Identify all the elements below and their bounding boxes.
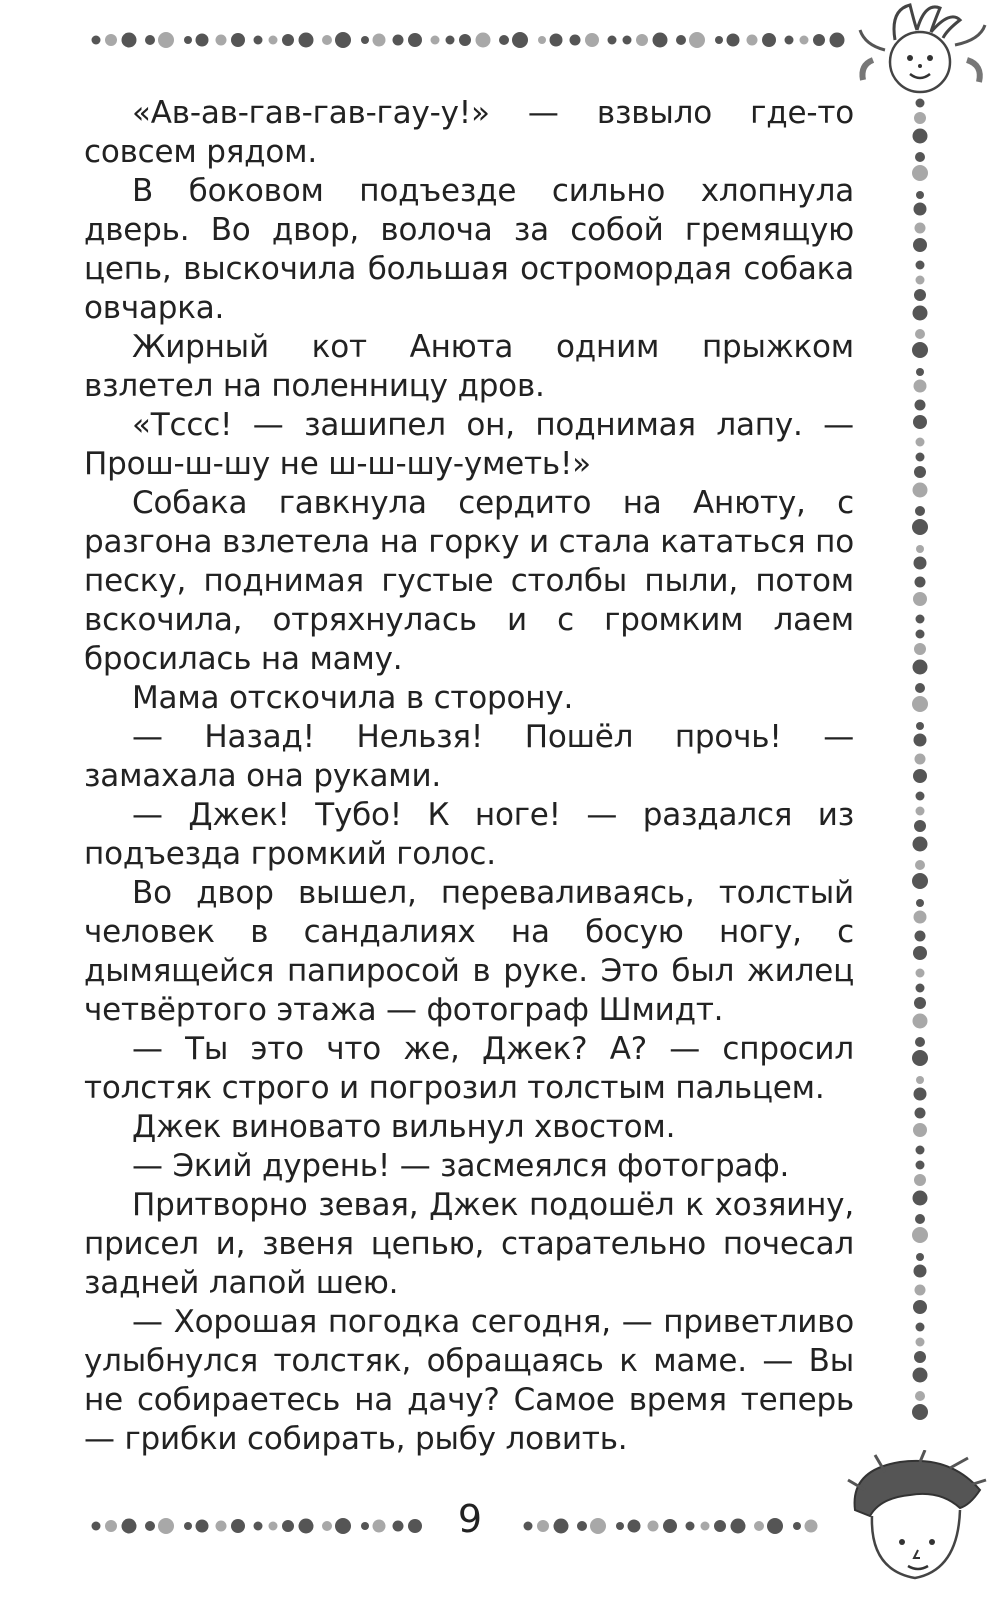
decor-dot: [913, 592, 927, 606]
decor-dot: [373, 34, 386, 47]
decor-dot: [254, 1522, 263, 1531]
paragraph: — Ты это что же, Джек? А? — спросил толстяк строго и погрозил толстым пальцем.: [84, 1031, 854, 1106]
decor-dot: [915, 1391, 925, 1401]
decor-dot: [554, 1519, 569, 1534]
decor-dot: [322, 1521, 332, 1531]
decor-dot: [196, 34, 209, 47]
paragraph: — Хорошая погодка сегодня, — приветливо улыбнулся толстяк, обращаясь к маме. — Вы не собираетесь на дачу? Самое время теперь — грибки собирать, рыбу ловить.: [84, 1304, 854, 1457]
decor-dot: [913, 1300, 927, 1314]
decor-dot: [916, 1338, 925, 1347]
decor-dot: [216, 35, 227, 46]
decor-dot: [785, 36, 794, 45]
decor-dot: [335, 32, 351, 48]
decor-dot: [628, 1520, 641, 1533]
decor-dot: [105, 1520, 117, 1532]
decor-dot: [914, 911, 927, 924]
decor-dot: [550, 34, 563, 47]
decor-dot: [762, 33, 776, 47]
decor-dot: [916, 899, 924, 907]
paragraph: «Тссс! — зашипел он, поднимая лапу. — Прош-ш-шу не ш-ш-шу-уметь!»: [84, 407, 854, 482]
decor-dot: [916, 453, 925, 462]
decor-dot: [913, 769, 927, 783]
decor-dot: [916, 1323, 925, 1332]
decor-dot: [915, 754, 926, 765]
decor-dot: [912, 873, 928, 889]
decor-dot: [686, 1522, 695, 1531]
paragraph: Жирный кот Анюта одним прыжком взлетел на поленницу дров.: [84, 329, 854, 404]
decor-dot: [254, 36, 263, 45]
decor-dot: [916, 438, 925, 447]
decor-dot: [913, 483, 928, 498]
decor-dot: [92, 1522, 101, 1531]
decor-dot: [361, 1522, 369, 1530]
decor-dot: [913, 1191, 928, 1206]
decor-dot: [914, 820, 926, 832]
decor-dot: [913, 1123, 927, 1137]
decor-dot: [231, 33, 245, 47]
decor-dot: [916, 1146, 925, 1155]
paragraph: Собака гавкнула сердито на Анюту, с разгона взлетела на горку и стала кататься по песку, поднимая густые столбы пыли, потом вскочила, отряхнулась и с громким лаем бросилась на маму.: [84, 485, 854, 677]
decor-dot: [158, 1518, 174, 1534]
decor-dot: [916, 545, 924, 553]
decor-dot: [623, 36, 632, 45]
decor-dot: [538, 36, 546, 44]
decor-dot: [653, 33, 668, 48]
decor-dot: [915, 577, 926, 588]
decor-dot: [158, 32, 174, 48]
decor-dot: [916, 368, 924, 376]
decor-dot: [754, 1521, 764, 1531]
decor-dot: [914, 734, 927, 747]
paragraph: Мама отскочила в сторону.: [132, 680, 574, 716]
decor-dot: [446, 36, 455, 45]
decor-dot: [913, 129, 928, 144]
decor-dot: [916, 1253, 924, 1261]
decor-dot: [701, 1522, 710, 1531]
decor-dot: [914, 112, 926, 124]
decor-dot: [916, 792, 925, 801]
decor-dot: [913, 238, 927, 252]
decor-dot: [916, 99, 925, 108]
paragraph: Во двор вышел, переваливаясь, толстый человек в сандалиях на босую ногу, с дымящейся папиросой в руке. Это был жилец четвёртого этажа — фотограф Шмидт.: [84, 875, 854, 1028]
decor-dot: [431, 36, 440, 45]
decor-dot: [648, 1521, 659, 1532]
decor-dot: [393, 1521, 404, 1532]
decor-dot: [912, 1404, 928, 1420]
decor-dot: [915, 223, 926, 234]
decor-dot: [499, 35, 509, 45]
decor-dot: [913, 946, 927, 960]
decor-dot: [913, 837, 928, 852]
decor-dot: [282, 34, 294, 46]
decor-dot: [393, 35, 404, 46]
decor-dot: [282, 1520, 294, 1532]
decor-dot: [913, 306, 928, 321]
paragraph: «Ав-ав-гав-гав-гау-у!» — взвыло где-то совсем рядом.: [84, 95, 854, 170]
decor-dot: [800, 36, 809, 45]
decor-dot: [585, 33, 599, 47]
decor-dot: [408, 1519, 422, 1533]
decor-dot: [476, 33, 491, 48]
decor-dot: [196, 1520, 209, 1533]
decor-dot: [914, 557, 927, 570]
decor-dot: [570, 35, 581, 46]
decor-dot: [122, 1519, 137, 1534]
paragraph: — Джек! Тубо! К ноге! — раздался из подъезда громкий голос.: [84, 797, 854, 872]
decor-dot: [813, 34, 825, 46]
decor-dot: [914, 643, 926, 655]
decor-dot: [714, 1520, 726, 1532]
decor-dot: [122, 33, 137, 48]
decor-dot: [916, 191, 924, 199]
decor-dot: [915, 329, 925, 339]
decor-dot: [915, 1037, 925, 1047]
decor-dot: [373, 1520, 386, 1533]
decor-dot: [636, 34, 648, 46]
decor-dot: [912, 696, 928, 712]
decor-dot: [459, 34, 471, 46]
decor-dot: [914, 1174, 926, 1186]
decor-dot: [912, 519, 928, 535]
decor-dot: [912, 165, 928, 181]
decor-dot: [184, 36, 192, 44]
decor-dot: [689, 32, 705, 48]
decor-dot: [916, 807, 925, 816]
decor-dot: [914, 1351, 926, 1363]
bottom-left-dotted-border: [88, 1516, 428, 1536]
decor-dot: [915, 1285, 926, 1296]
decor-dot: [512, 32, 528, 48]
decor-dot: [524, 1522, 533, 1531]
decor-dot: [767, 1518, 783, 1534]
paragraph: — Экий дурень! — засмеялся фотограф.: [132, 1148, 790, 1184]
decor-dot: [299, 33, 314, 48]
page-number: 9: [457, 1497, 483, 1541]
decor-dot: [299, 1519, 314, 1534]
decor-dot: [269, 1522, 278, 1531]
decor-dot: [915, 683, 925, 693]
decor-dot: [914, 466, 926, 478]
decor-dot: [322, 35, 332, 45]
decor-dot: [537, 1520, 549, 1532]
decor-dot: [916, 261, 925, 270]
decor-dot: [590, 1518, 606, 1534]
decor-dot: [731, 1519, 746, 1534]
decor-dot: [676, 35, 686, 45]
decor-dot: [727, 34, 740, 47]
decor-dot: [663, 1519, 677, 1533]
decor-dot: [184, 1522, 192, 1530]
decor-dot: [913, 1368, 928, 1383]
top-dotted-border: [88, 30, 858, 50]
decor-dot: [915, 1214, 925, 1224]
decor-dot: [915, 860, 925, 870]
boy-face-icon: [840, 1450, 990, 1595]
decor-dot: [913, 1014, 928, 1029]
paragraph: — Назад! Нельзя! Пошёл прочь! — замахала она руками.: [84, 719, 854, 794]
decor-dot: [269, 36, 278, 45]
decor-dot: [747, 35, 758, 46]
decor-dot: [616, 1522, 624, 1530]
decor-dot: [105, 34, 117, 46]
decor-dot: [912, 342, 928, 358]
decor-dot: [912, 1050, 928, 1066]
decor-dot: [916, 276, 925, 285]
decor-dot: [915, 400, 926, 411]
paragraph: Джек виновато вильнул хвостом.: [132, 1109, 676, 1145]
decor-dot: [913, 660, 928, 675]
decor-dot: [916, 969, 925, 978]
decor-dot: [805, 1520, 818, 1533]
decor-dot: [914, 289, 926, 301]
decor-dot: [577, 1521, 587, 1531]
right-dotted-border: [910, 95, 930, 1420]
decor-dot: [913, 415, 927, 429]
decor-dot: [915, 506, 925, 516]
decor-dot: [916, 984, 925, 993]
decor-dot: [916, 1076, 924, 1084]
decor-dot: [408, 33, 422, 47]
decor-dot: [914, 380, 927, 393]
page-text: [84, 94, 854, 1459]
decor-dot: [793, 1522, 801, 1530]
decor-dot: [608, 36, 617, 45]
decor-dot: [915, 152, 925, 162]
paragraph: Притворно зевая, Джек подошёл к хозяину, присел и, звеня цепью, старательно почесал задней лапой шею.: [84, 1187, 854, 1301]
decor-dot: [916, 1161, 925, 1170]
decor-dot: [916, 722, 924, 730]
decor-dot: [145, 35, 155, 45]
decor-dot: [145, 1521, 155, 1531]
decor-dot: [915, 931, 926, 942]
decor-dot: [361, 36, 369, 44]
decor-dot: [916, 615, 925, 624]
decor-dot: [915, 1108, 926, 1119]
paragraph: В боковом подъезде сильно хлопнула дверь. Во двор, волоча за собой гремящую цепь, выскочила большая остромордая собака овчарка.: [84, 173, 854, 326]
decor-dot: [830, 33, 845, 48]
girl-face-icon: [855, 0, 990, 95]
decor-dot: [92, 36, 101, 45]
decor-dot: [916, 630, 925, 639]
decor-dot: [912, 1227, 928, 1243]
decor-dot: [914, 997, 926, 1009]
decor-dot: [715, 36, 723, 44]
decor-dot: [914, 203, 927, 216]
decor-dot: [216, 1521, 227, 1532]
decor-dot: [231, 1519, 245, 1533]
decor-dot: [335, 1518, 351, 1534]
decor-dot: [914, 1265, 927, 1278]
decor-dot: [914, 1088, 927, 1101]
bottom-right-dotted-border: [520, 1516, 830, 1536]
